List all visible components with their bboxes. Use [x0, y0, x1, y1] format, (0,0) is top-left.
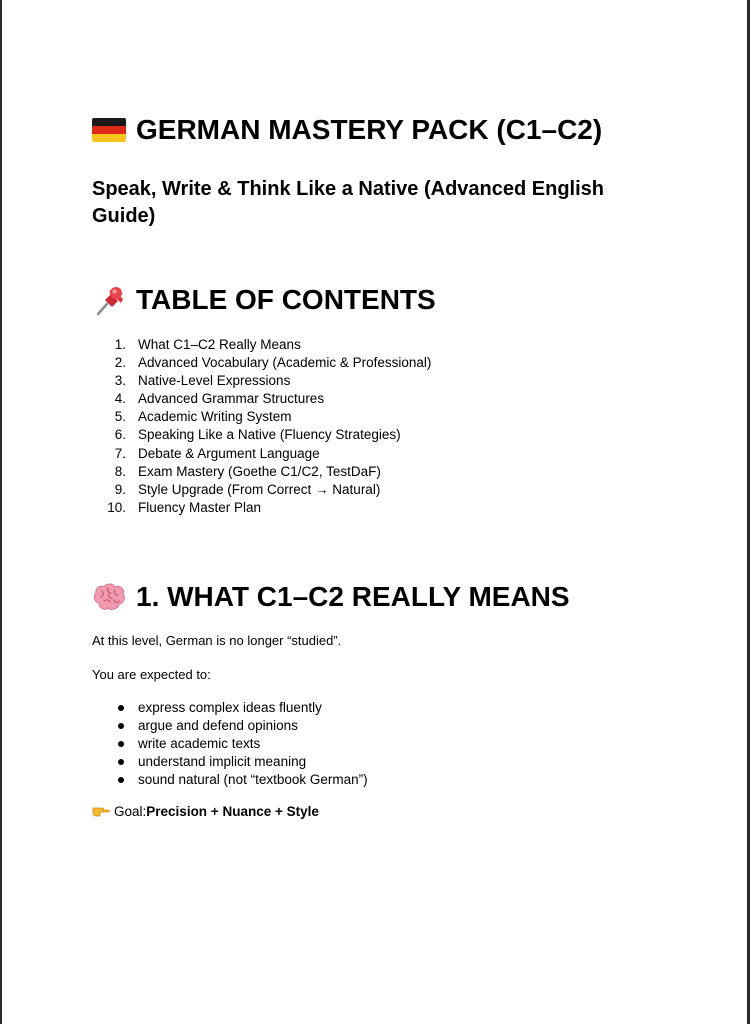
list-item: sound natural (not “textbook German”)	[92, 771, 368, 789]
section1-expected: You are expected to:	[92, 667, 211, 682]
list-item: argue and defend opinions	[92, 717, 368, 735]
toc-item: 6. Speaking Like a Native (Fluency Strategies)	[114, 427, 401, 443]
section1-heading-text: 1. WHAT C1–C2 REALLY MEANS	[136, 581, 570, 612]
section1-heading	[92, 581, 570, 613]
document-title	[92, 114, 602, 146]
toc-item: 10. Fluency Master Plan	[107, 499, 262, 515]
pushpin-icon	[92, 285, 126, 315]
document-page	[2, 0, 747, 1024]
brain-icon	[92, 582, 126, 612]
list-item: write academic texts	[92, 735, 368, 753]
toc-item: 8. Exam Mastery (Goethe C1/C2, TestDaF)	[114, 463, 381, 479]
toc-item: 3. Native-Level Expressions	[114, 373, 291, 389]
german-flag-icon	[92, 118, 126, 142]
bullet-icon	[118, 741, 124, 747]
toc-list	[92, 336, 431, 517]
toc-heading	[92, 284, 436, 316]
bullet-icon	[118, 759, 124, 765]
toc-item: 7. Debate & Argument Language	[114, 445, 320, 461]
toc-item: 1. What C1–C2 Really Means	[114, 337, 301, 352]
section1-intro: At this level, German is no longer “studied”.	[92, 633, 342, 648]
list-item: understand implicit meaning	[92, 753, 368, 771]
bullet-icon	[118, 705, 124, 711]
toc-item: 5. Academic Writing System	[114, 409, 292, 425]
goal-label: Goal:	[114, 804, 147, 819]
list-item: express complex ideas fluently	[92, 699, 368, 717]
goal-line	[92, 803, 319, 820]
toc-heading-text: TABLE OF CONTENTS	[136, 284, 436, 315]
viewer-left-border	[0, 0, 2, 1024]
goal-value: Precision + Nuance + Style	[146, 804, 319, 819]
bullet-icon	[118, 777, 124, 783]
document-title-text: GERMAN MASTERY PACK (C1–C2)	[136, 114, 603, 145]
expectations-list	[92, 699, 368, 789]
toc-item: 9. Style Upgrade (From Correct → Natural)	[114, 481, 381, 497]
pointing-hand-icon	[92, 803, 110, 820]
toc-item: 2. Advanced Vocabulary (Academic & Professional)	[114, 355, 432, 371]
bullet-icon	[118, 723, 124, 729]
document-subtitle: Speak, Write & Think Like a Native (Advanced English Guide)	[92, 178, 604, 227]
toc-item: 4. Advanced Grammar Structures	[114, 391, 325, 407]
